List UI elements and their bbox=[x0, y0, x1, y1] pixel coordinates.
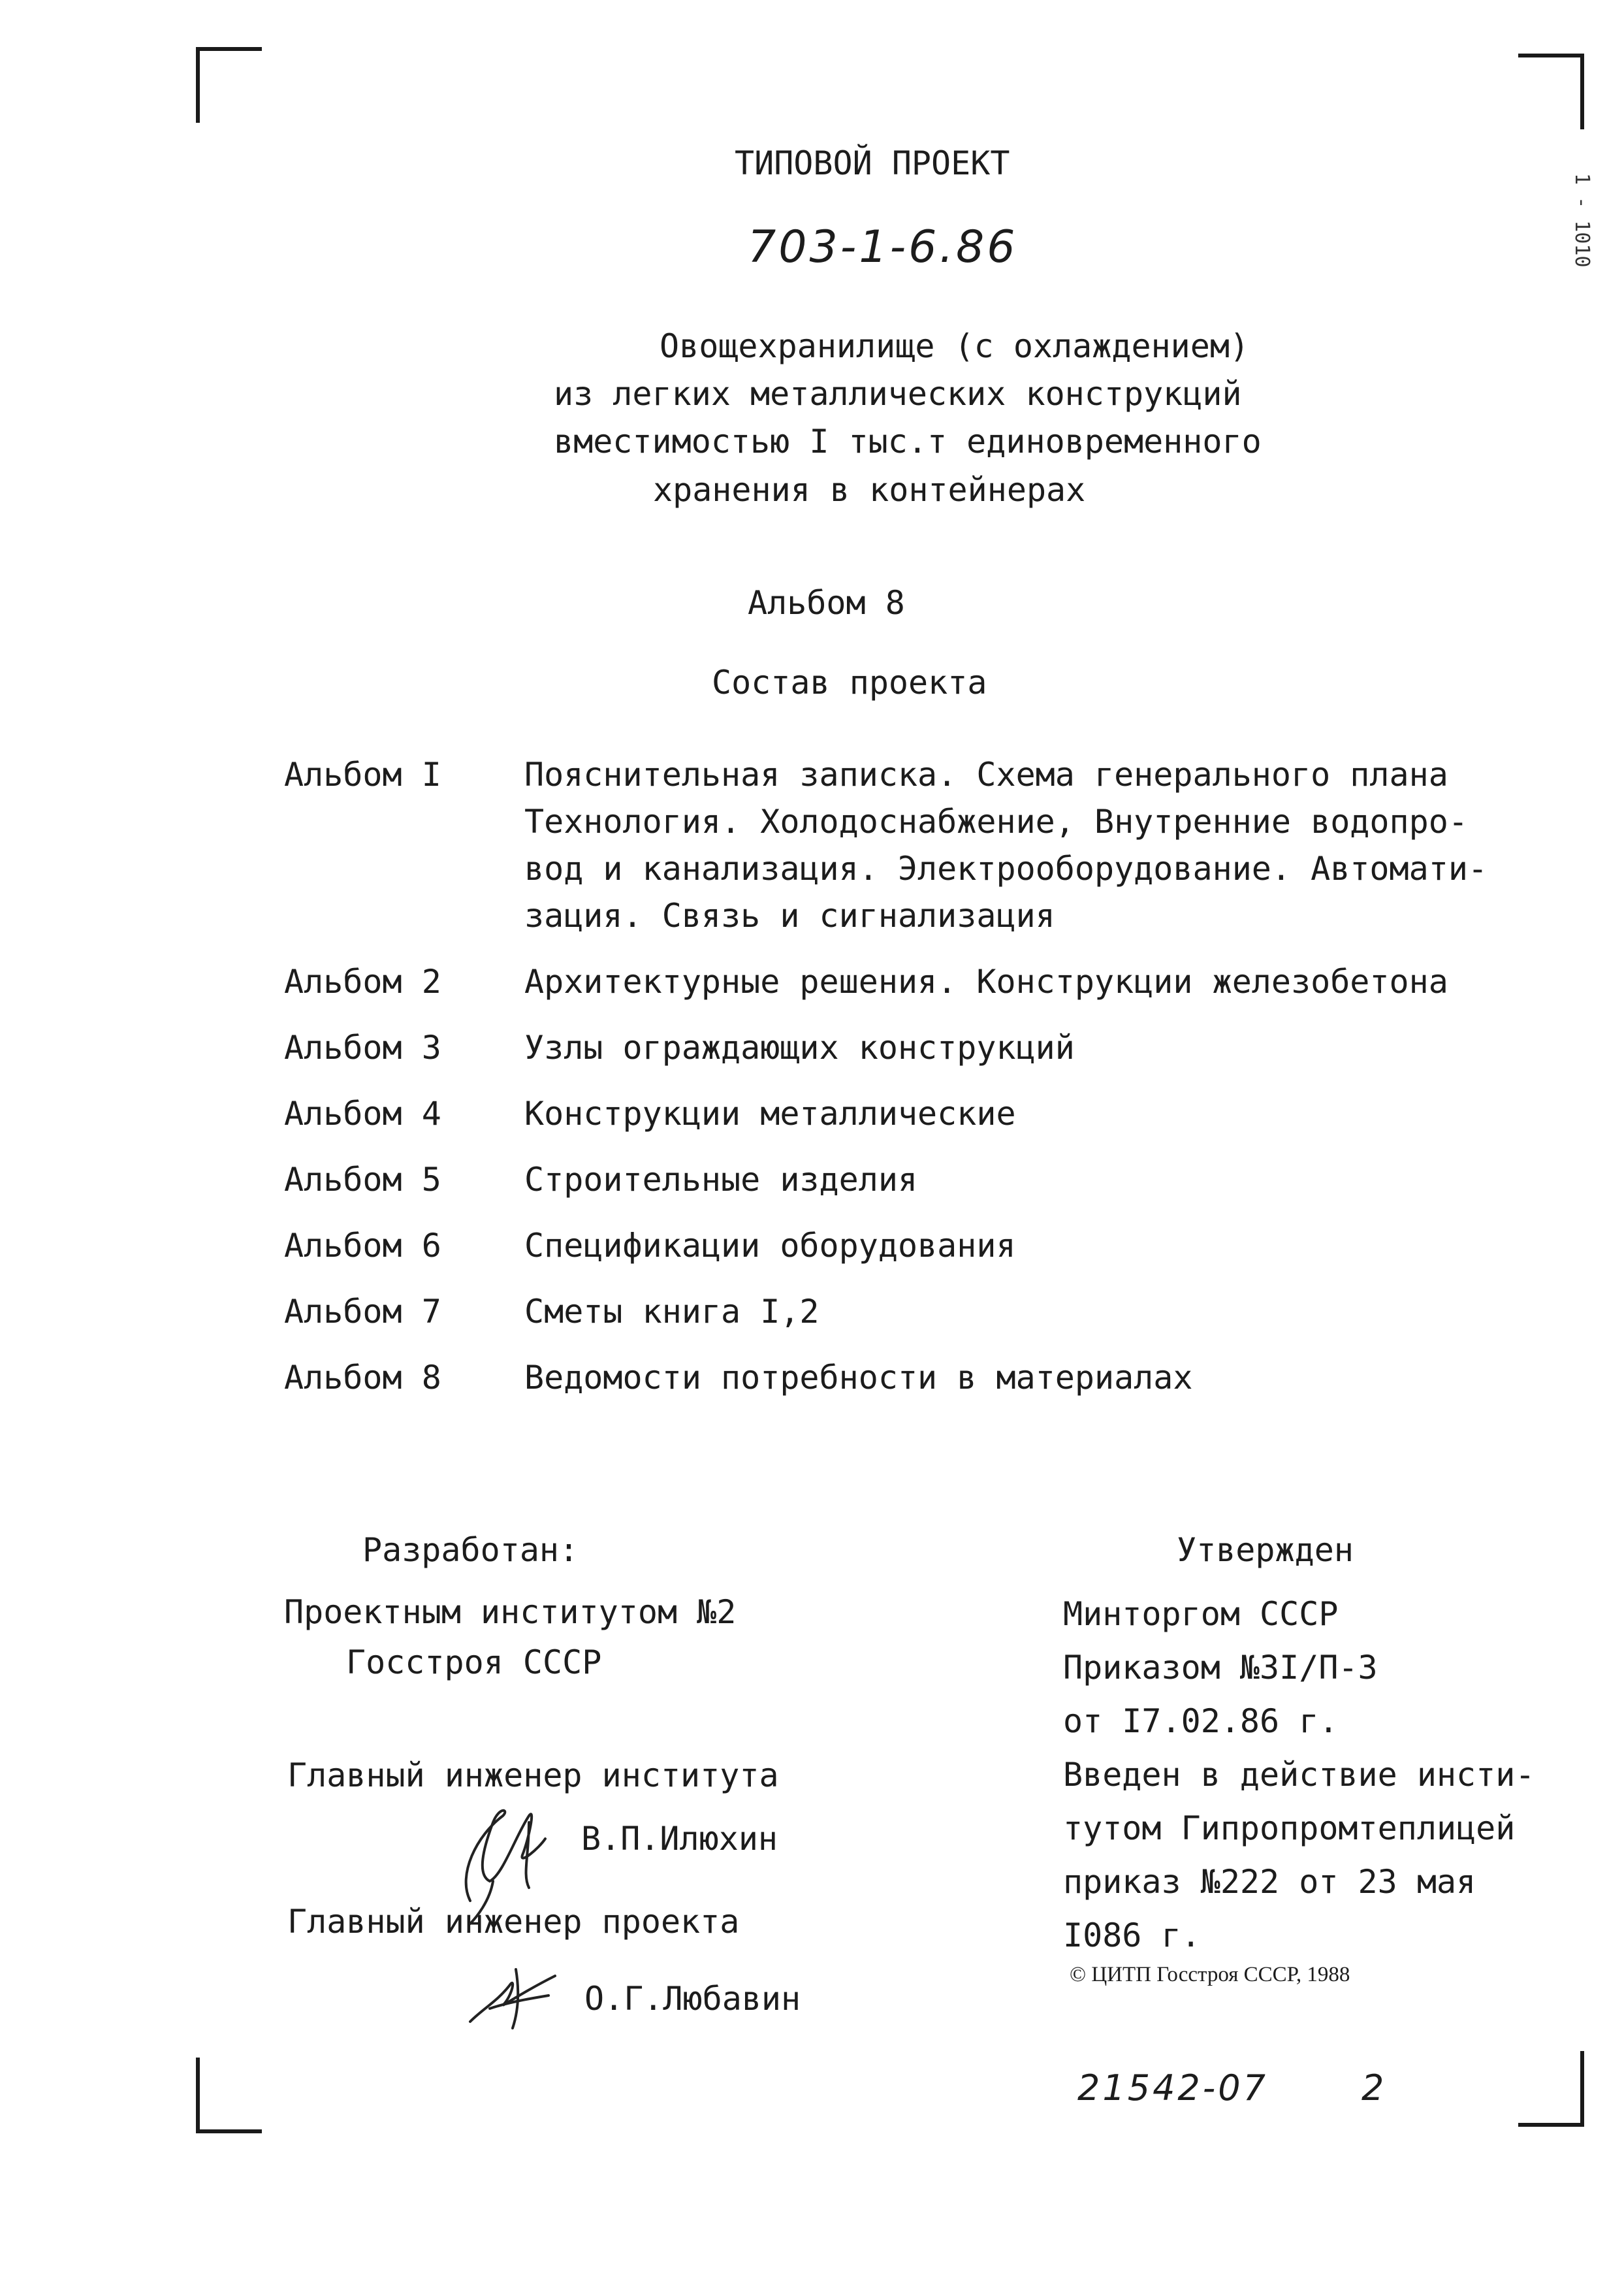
album-description: Конструкции металлические bbox=[524, 1095, 1016, 1133]
page-number: 2 bbox=[1361, 2067, 1387, 2108]
list-item bbox=[284, 1024, 1525, 1071]
list-item bbox=[284, 1354, 1525, 1401]
list-item bbox=[284, 1222, 1525, 1269]
chief-engineer-project-title: Главный инженер проекта bbox=[287, 1903, 740, 1941]
album-description: Узлы ограждающих конструкций bbox=[524, 1029, 1075, 1067]
contents-title: Состав проекта bbox=[712, 664, 987, 702]
copyright-notice: © ЦИТП Госстроя СССР, 1988 bbox=[1070, 1963, 1350, 1986]
approval-line: I086 г. bbox=[1063, 1916, 1201, 1954]
approval-details bbox=[1063, 1587, 1535, 1962]
approval-line: тутом Гипропромтеплицей bbox=[1063, 1809, 1516, 1847]
crop-mark-top-right bbox=[1518, 54, 1584, 129]
approval-line: Введен в действие инсти- bbox=[1063, 1756, 1535, 1794]
list-item bbox=[284, 1156, 1525, 1203]
album-number: Альбом I bbox=[284, 756, 441, 794]
crop-mark-top-left bbox=[196, 47, 262, 123]
contents-list bbox=[284, 751, 1525, 1420]
album-description: Сметы книга I,2 bbox=[524, 1293, 820, 1331]
chief-engineer-institute-title: Главный инженер института bbox=[287, 1756, 779, 1794]
document-kind: ТИПОВОЙ ПРОЕКТ bbox=[735, 144, 1010, 182]
description-line-3: вместимостью I тыс.т единовременного bbox=[554, 423, 1262, 460]
chief-engineer-institute-name: В.П.Илюхин bbox=[581, 1820, 778, 1858]
list-item bbox=[284, 751, 1525, 939]
album-description: Архитектурные решения. Конструкции железобетона bbox=[524, 963, 1448, 1001]
approval-line: Минторгом СССР bbox=[1063, 1595, 1339, 1633]
album-description: Строительные изделия bbox=[524, 1161, 918, 1199]
list-item bbox=[284, 958, 1525, 1005]
album-number: Альбом 6 bbox=[284, 1227, 441, 1265]
album-number: Альбом 2 bbox=[284, 963, 441, 1001]
description-line-2: из легких металлических конструкций bbox=[554, 375, 1242, 413]
approval-line: Приказом №3I/П-3 bbox=[1063, 1649, 1378, 1687]
approval-line: от I7.02.86 г. bbox=[1063, 1702, 1339, 1740]
order-number: 21542-07 bbox=[1077, 2067, 1268, 2108]
crop-mark-bottom-left bbox=[196, 2058, 262, 2133]
list-item bbox=[284, 1090, 1525, 1137]
chief-engineer-project-name: О.Г.Любавин bbox=[584, 1980, 801, 2018]
signature-lyubavin bbox=[457, 1956, 575, 2035]
album-number: Альбом 5 bbox=[284, 1161, 441, 1199]
album-description: Ведомости потребности в материалах bbox=[524, 1359, 1193, 1397]
side-archive-mark: 1 - 1010 bbox=[1570, 173, 1593, 268]
approval-line: приказ №222 от 23 мая bbox=[1063, 1863, 1476, 1901]
description-line-4: хранения в контейнерах bbox=[653, 471, 1086, 509]
album-label: Альбом 8 bbox=[748, 584, 905, 622]
album-number: Альбом 7 bbox=[284, 1293, 441, 1331]
signature-ilyukhin bbox=[431, 1777, 562, 1927]
crop-mark-bottom-right bbox=[1518, 2051, 1584, 2127]
developed-heading: Разработан: bbox=[362, 1531, 579, 1569]
album-number: Альбом 8 bbox=[284, 1359, 441, 1397]
album-number: Альбом 4 bbox=[284, 1095, 441, 1133]
album-description: Спецификации оборудования bbox=[524, 1227, 1016, 1265]
approved-heading: Утвержден bbox=[1177, 1531, 1354, 1569]
album-number: Альбом 3 bbox=[284, 1029, 441, 1067]
developer-org-line-2: Госстроя СССР bbox=[346, 1643, 602, 1681]
album-description: Пояснительная записка. Схема генерального плана Технология. Холодоснабжение, Внутренние водопро- вод и канализация. Электрооборудование. Автомати- зация. Связь и сигнализация bbox=[524, 756, 1488, 935]
developer-org-line-1: Проектным институтом №2 bbox=[284, 1593, 737, 1631]
description-line-1: Овощехранилище (с охлаждением) bbox=[660, 327, 1250, 365]
project-number: 703-1-6.86 bbox=[748, 221, 1018, 273]
list-item bbox=[284, 1288, 1525, 1335]
